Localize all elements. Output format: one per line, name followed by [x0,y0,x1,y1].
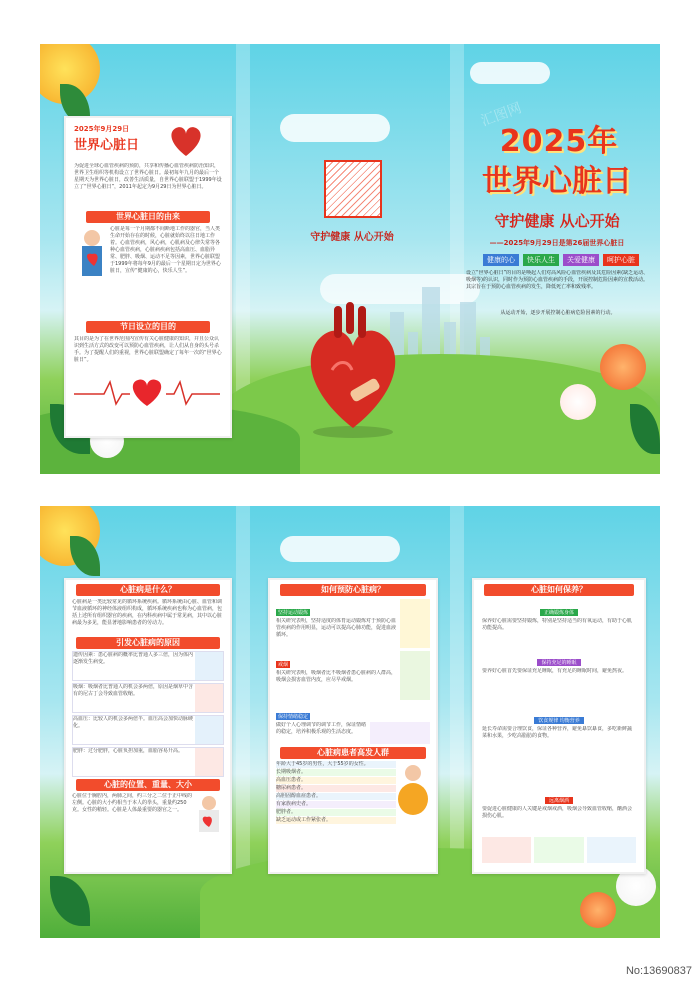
cause-illustration [195,716,223,744]
cover-body: 设立“世界心脏日”的目的是唤起人们对高风险心血管疾病及其危险因素(缺乏运动、吸烟等)的认识，同时作为预防心血管疾病的手段，开展控制危险因素的宣教活动。其宗旨在于预防心血管疾病的发生，降低死亡率和致残率。 [466,270,649,290]
prevention-text-block [276,651,400,700]
intro-card [64,116,232,438]
prevention-label: 戒烟 [278,662,289,668]
care-tip-label: 远离烟酒 [545,797,573,804]
section1-text: 心脏是每一个月期都不间断地工作的器官，当人类生命开始存在的时候，心脏就始终以往日地工作着。心血管疾病，风心病，心肌病及心律失常等各种心血管疾病，心脏病疾病包括高血压、血脂异常、肥胖、吸烟、运动不足等因素，世界心脏联盟于1999年将每年9月的最后一个星期日定为世界心脏日，宣传“健康的心，快乐人生”。 [110,226,221,274]
tag-badge: 呵护心脏 [603,254,639,266]
prevention-text: 做好个人心理调节的调节工作，保证情绪的稳定，培养积极乐观的生活态度。 [276,722,367,735]
prevention-item [276,703,430,744]
brochure-inside-sheet [40,506,660,938]
cause-text: 吸烟：吸烟者比普通人的机会多两倍，原因是烟草中含有的尼古丁会导致血管收缩。 [73,684,194,697]
care-tip-text: 要养好心脏首先要保证充足睡眠，有充足的睡眠时间，避免熬夜。 [482,668,628,674]
watermark: 汇图网 [478,100,524,130]
section-header: 世界心脏日的由来 [86,211,210,223]
tag-badge: 快乐人生 [523,254,559,266]
flower-decoration [580,892,616,928]
cover-title: 世界心脏日 [482,164,632,199]
cause-illustration [195,684,223,712]
prevention-text: 相关研究表明，吸烟者比不吸烟者患心脏病的人群高，吸烟会损害血管内皮，应尽早戒烟。 [276,670,397,683]
section-header: 心脏病是什么？ [76,584,220,596]
cause-item [72,683,224,713]
what-is-heart-disease-card [64,578,232,874]
no-smoking-illustration [400,651,430,700]
risk-item: 高血压患者。 [276,777,396,784]
cause-text: 高血压：比较人的机会多两倍半。血压高会加快动脉硬化。 [73,716,194,729]
risk-item: 肥胖者。 [276,809,396,816]
card-title: 世界心脏日 [74,138,140,153]
risk-item: 长期吸烟者。 [276,769,396,776]
flower-decoration [560,384,596,420]
cloud [280,536,400,562]
care-tip [482,707,636,784]
sleep-illustration [482,837,531,863]
heart-illustration [166,124,206,158]
prevention-row [276,722,430,744]
prevention-item [276,599,430,648]
leaf-decoration [50,876,90,926]
cloud [280,114,390,142]
section-header: 如何预防心脏病？ [280,584,426,596]
heart-care-card [472,578,646,874]
cover-tags [466,254,656,266]
rest-illustration [587,837,636,863]
cause-text: 肥胖：过分肥胖，心脏负担加重，血脂容易升高。 [73,748,184,754]
section-body [74,226,222,318]
care-illustrations [482,837,636,863]
flower-decoration [600,344,646,390]
cause-item [72,651,224,681]
risk-item: 有家族病史者。 [276,801,396,808]
risk-item: 高胆固醇血症患者。 [276,793,396,800]
date-label: 2025年9月29日 [74,125,130,133]
qr-placeholder [324,160,382,218]
cause-item [72,715,224,745]
risk-item: 年龄大于45岁的男性，大于55岁的女性。 [276,761,396,768]
prevention-item [276,651,430,700]
middle-slogan: 守护健康 从心开始 [310,232,394,243]
heartbeat-illustration [74,374,220,410]
cause-item [72,747,224,777]
care-tip-label: 正确锻炼身体 [540,609,578,616]
care-tip [482,649,636,704]
care-tip [482,599,636,646]
risk-list [276,761,396,825]
care-tip-text: 要促进心脏健康的人关键是戒烟戒酒，吸烟会导致血管收缩，酗酒会损伤心肌。 [482,806,633,819]
risk-section [276,761,430,825]
intro-text: 为促进全球心血管疾病的预防，共享和传播心血管疾病防治知识，世界卫生组织等机构设立了世界心脏日。最初每年九月的最后一个星期天为世界心脏日，改善生活质量，自世界心脏联盟于1999年设立了“世界心脏日”，2011年起定为9月29日为世界心脏日。 [74,163,222,190]
section2-text: 其目的是为了在世界范围内宣传有关心脏健康的知识，并且公众认识到生活方式的改变可以预防心血管疾病，让人们从自身的头号杀手。为了提醒人们的重视，世界心脏联盟确定了每年一次的“世界心脏日”。 [74,336,222,363]
cause-illustration [195,748,223,776]
prevention-text: 相关研究表明，坚持适度的体育运动锻炼对于预防心血管疾病的作用明显，运动可以提高心肺功能，促进血液循环。 [276,618,397,638]
card-header [74,124,222,153]
section-header: 引发心脏病的原因 [76,637,220,649]
section-header: 心脏的位置、重量、大小 [76,779,220,791]
prevention-text-block [276,599,400,648]
care-tip-label: 保持充足的睡眠 [537,659,580,666]
cloud [470,62,550,84]
section-header: 节日设立的目的 [86,321,210,333]
section-body [72,793,224,833]
image-id-label: No:13690837 [625,965,692,977]
obese-person-illustration [396,761,430,821]
section-header: 心脏病患者高发人群 [280,747,426,759]
tag-badge: 健康的心 [483,254,519,266]
food-illustration [534,837,583,863]
brochure-front-sheet [40,44,660,474]
tag-badge: 关爱健康 [563,254,599,266]
prevention-label: 坚持运动锻炼 [278,610,309,616]
section-header: 心脏如何保养？ [484,584,634,596]
care-tip-text: 保养好心脏需要坚持锻炼，特别是坚持适当的有氧运动，有助于心肌功能提高。 [482,618,633,631]
risk-item: 缺乏运动或工作紧张者。 [276,817,396,824]
exercise-illustration [400,599,430,648]
care-tip-text: 延长寿命需要合理饮食，保证各种营养，避免暴饮暴食，多吃新鲜蔬菜和水果，少吃高脂肪的食物。 [482,726,633,739]
care-tip-label: 饮食规律 均衡营养 [534,717,584,724]
cause-text: 遗传因素：患心脏病的概率比普通人多三倍，因为体内逐渐发生病变。 [73,652,194,665]
doctor-illustration [194,793,224,833]
prevention-label: 保持情绪稳定 [278,714,309,720]
prevention-card [268,578,438,874]
cover-body-2: 从运动开始，逐步开展控制心脏病危险因素的行动。 [500,310,616,316]
cover-slogan: 守护健康 从心开始 [494,212,620,230]
cause-illustration [195,652,223,680]
cover-subtitle: ——2025年9月29日是第26届世界心脏日 [489,239,625,247]
risk-item: 糖尿病患者。 [276,785,396,792]
intro-text: 心脏病是一类比较常见的循环系统疾病。循环系统由心脏、血管和调节血液循环的神经体液组织构成，循环系统疾病也称为心血管病，包括上述所有组织器官的疾病，在内科疾病中属于常见病，其中以心脏病最为多见，能显著地影响患者的劳动力。 [72,599,223,626]
cover-year: 2025年 [499,124,619,159]
section2-text: 心脏位于胸腔内，两肺之间，约三分之二位于正中线的左侧。心脏的大小约相当于本人的拳头，重量约250克。女性的稍轻。心脏是人体最重要的器官之一。 [72,793,193,813]
heart-3d-illustration [298,300,408,440]
doctor-illustration [74,226,110,282]
care-tip [482,787,636,834]
dancing-people-illustration [370,722,430,744]
